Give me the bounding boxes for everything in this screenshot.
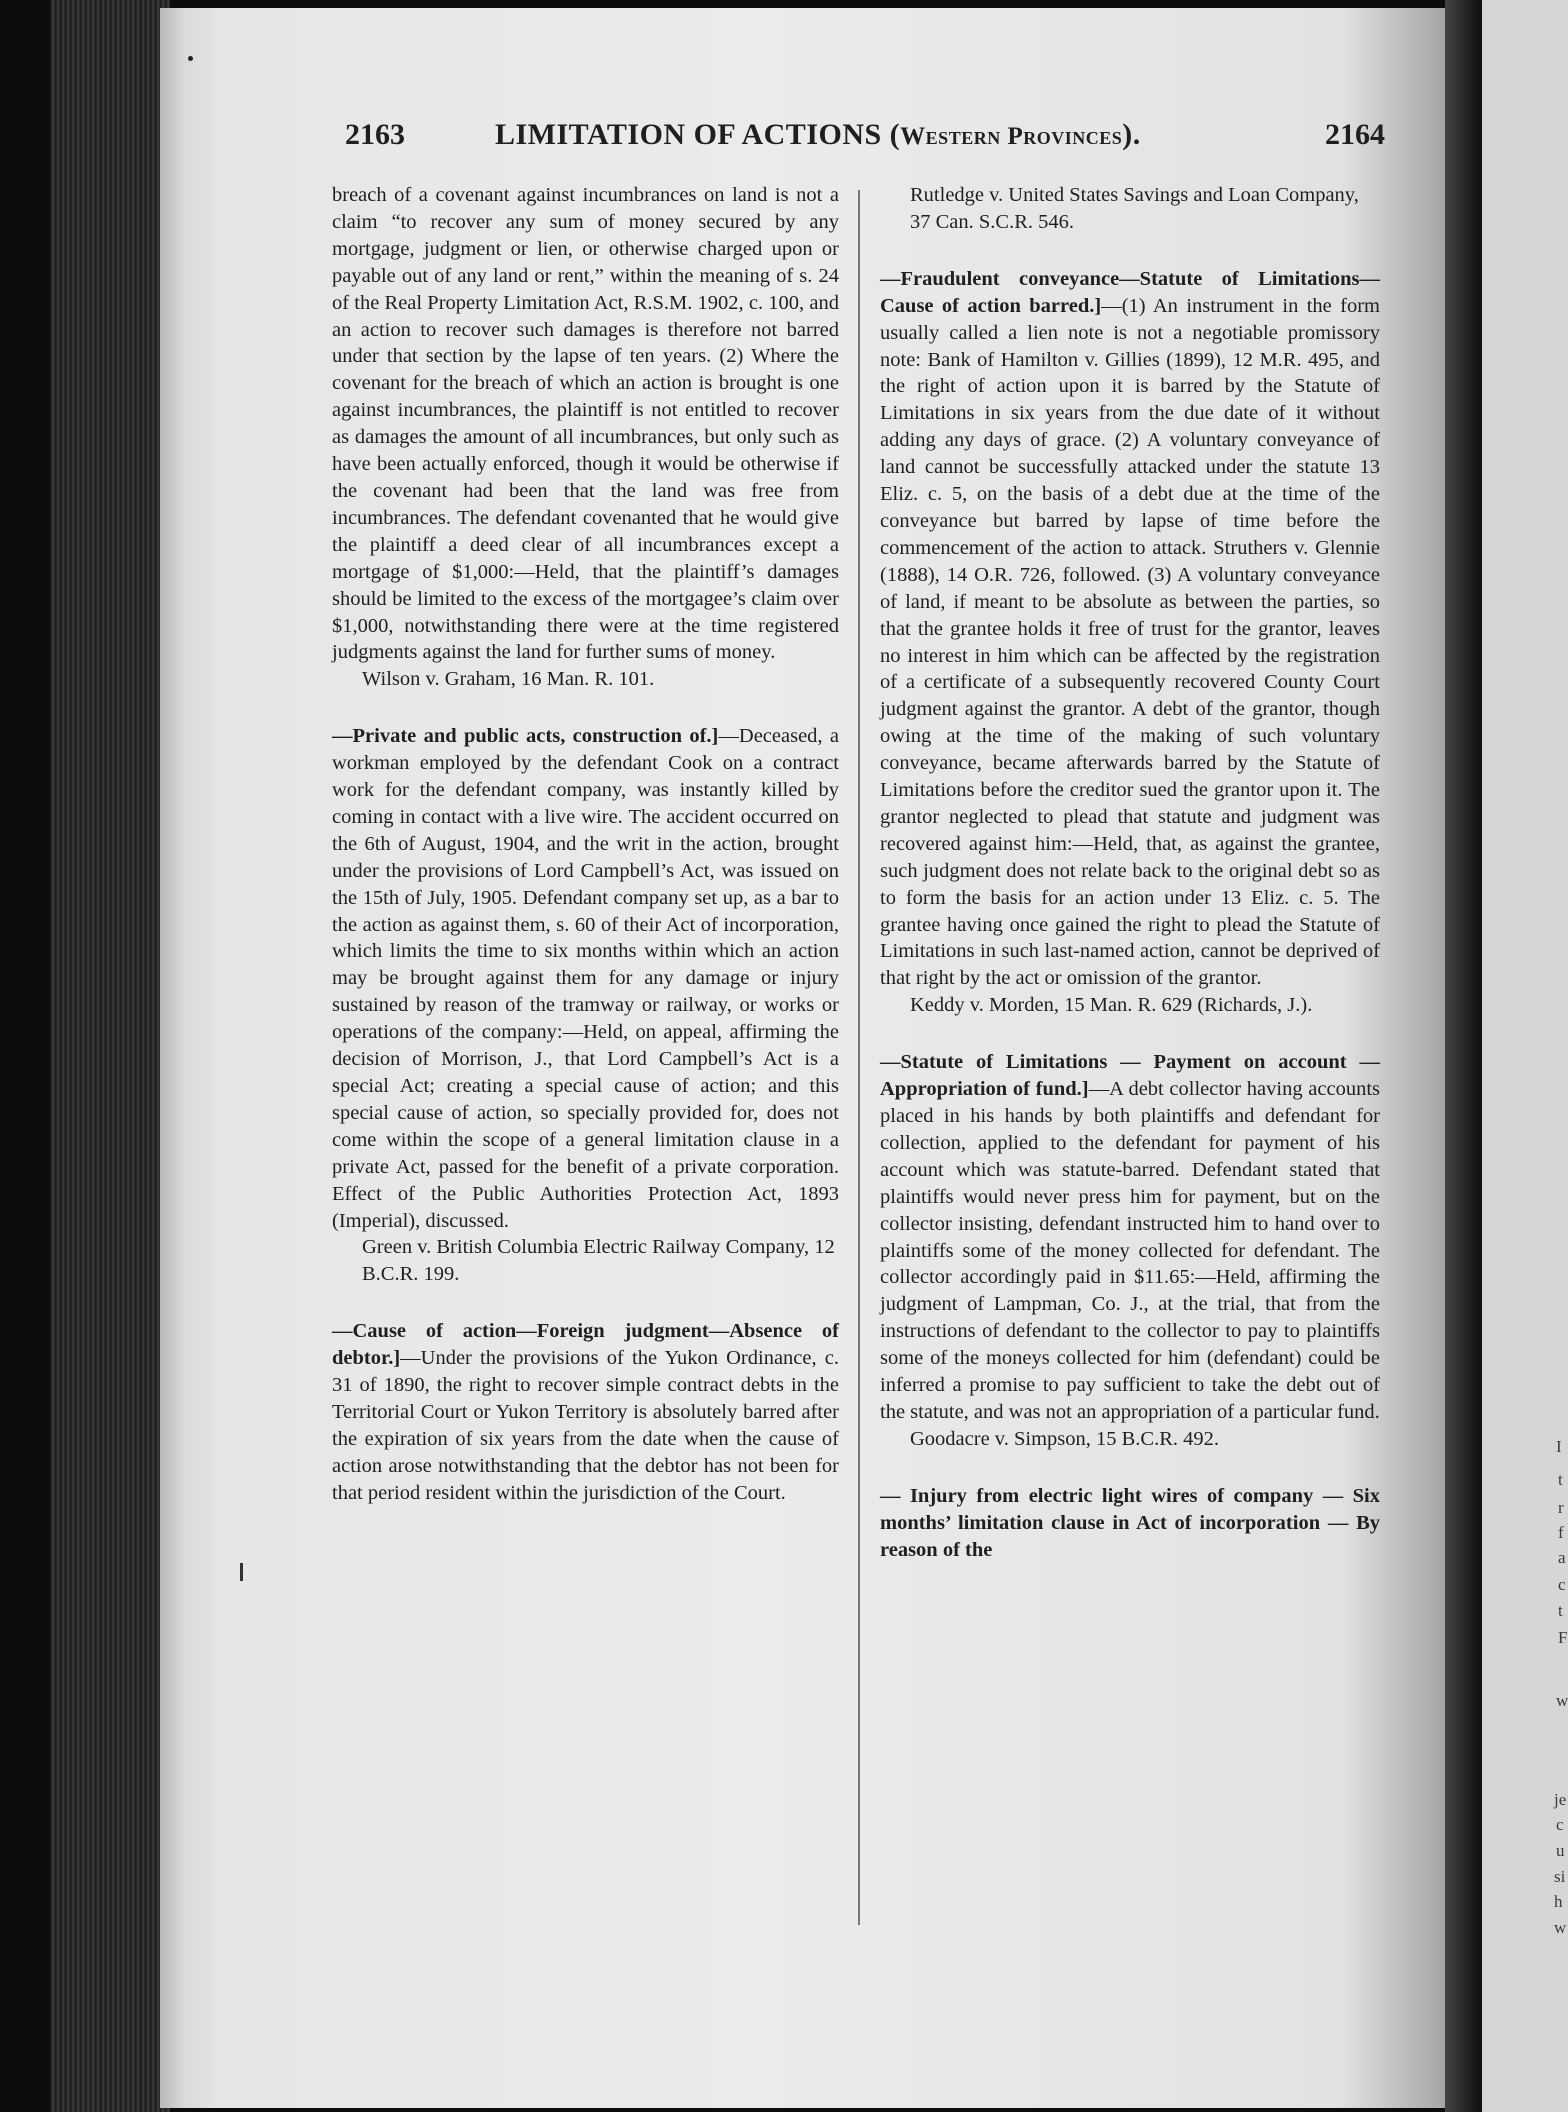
entry-body: —A debt collector having accounts placed in his hands by both plaintiffs and defendant for collection, applied to the defendant for payment of his account which was statute-barred. Defendant stated that plaintiffs would never press him for payment, but on the collector insisting, defendant instructed him to hand over to plaintiffs some of the money collected for defendant. The collector accordingly paid in $11.65:—Held, affirming the judgment of Lampman, Co. J., at the trial, that from the instructions of defendant to the collector to pay to plaintiffs some of the moneys collected for him (defendant) could be inferred a promise to pay sufficient to take the debt out of the statute, and was not an appropriation of a particular fund. bbox=[880, 1078, 1380, 1423]
gutter-shadow bbox=[1445, 0, 1485, 2112]
adjacent-page-fragment: t bbox=[1558, 1601, 1563, 1620]
adjacent-page-fragment: I bbox=[1556, 1437, 1562, 1456]
page-number-right: 2164 bbox=[1325, 118, 1385, 151]
entry-body: —Deceased, a workman employed by the defendant Cook on a contract work for the defendant company, was instantly killed by coming in contact with a live wire. The accident occurred on the 6th of August, 1904, and the writ in the action, brought under the provisions of Lord Campbell’s Act, was issued on the 15th of July, 1905. Defendant company set up, as a bar to the action as against them, s. 60 of their Act of incorporation, which limits the time to six months within which an action may be brought against them for any damage or injury sustained by reason of the tramway or railway, or works or operations of the company:—Held, on appeal, affirming the decision of Morrison, J., that Lord Campbell’s Act is a special Act; creating a special cause of action; and this special cause of action, so specially provided for, does not come within the scope of a general limitation clause in a private Act, passed for the benefit of a private corporation. Effect of the Public Authorities Protection Act, 1893 (Imperial), discussed. bbox=[332, 725, 839, 1232]
column-divider bbox=[858, 190, 860, 1925]
running-header bbox=[345, 118, 1385, 158]
body-paragraph: breach of a covenant against incumbrances on land is not a claim “to recover any sum of money secured by any mortgage, judgment or lien, or otherwise charged upon or payable out of any land or rent,” within the meaning of s. 24 of the Real Property Limitation Act, R.S.M. 1902, c. 100, and an action to recover such damages is therefore not barred under that section by the lapse of ten years. (2) Where the covenant for the breach of which an action is brought is one against incumbrances, the plaintiff is not entitled to recover as damages the amount of all incumbrances, but only such as have been actually enforced, though it would be otherwise if the covenant had been that the land was free from incumbrances. The defendant covenanted that he would give the plaintiff a deed clear of all incumbrances except a mortgage of $1,000:—Held, that the plaintiff’s damages should be limited to the excess of the mortgagee’s claim over $1,000, notwithstanding there were at the time registered judgments against the land for further sums of money. bbox=[332, 184, 839, 664]
entry-body: —Under the provisions of the Yukon Ordinance, c. 31 of 1890, the right to recover simple contract debts in the Territorial Court or Yukon Territory is absolutely barred after the expiration of six years from the date when the cause of action arose notwithstanding that the debtor has not been for that period resident within the jurisdiction of the Court. bbox=[332, 1347, 839, 1504]
case-citation: Keddy v. Morden, 15 Man. R. 629 (Richards, J.). bbox=[910, 994, 1313, 1017]
left-column bbox=[332, 182, 839, 1507]
entry-body: —(1) An instrument in the form usually called a lien note is not a negotiable promissory note: Bank of Hamilton v. Gillies (1899), 12 M.R. 495, and the right of action upon it is barred by the Statute of Limitations in six years from the due date of it without adding any days of grace. (2) A voluntary conveyance of land cannot be successfully attacked under the statute 13 Eliz. c. 5, on the basis of a debt due at the time of the conveyance but barred by lapse of time before the commencement of the action to attack. Struthers v. Glennie (1888), 14 O.R. 726, followed. (3) A voluntary conveyance of land, if meant to be absolute as between the parties, so that the grantee holds it free of trust for the grantor, leaves no interest in him which can be affected by the registration of a certificate of a subsequently recovered County Court judgment against the grantor. A debt of the grantor, though owing at the time of the making of such voluntary conveyance, became afterwards barred by the Statute of Limitations before the creditor sued the grantor upon it. The grantor neglected to plead that statute and judgment was recovered against him:—Held, that, as against the grantee, such judgment does not relate back to the original debt so as to form the basis for an action under 13 Eliz. c. 5. The grantee having once gained the right to plead the Statute of Limitations in such last-named action, cannot be deprived of that right by the act or omission of the grantor. bbox=[880, 294, 1380, 990]
entry-heading: —Statute of Limitations — Payment on account — Appropriation of fund.] bbox=[880, 1051, 1380, 1101]
adjacent-page-fragment: c bbox=[1558, 1575, 1566, 1594]
entry-heading: —Cause of action—Foreign judgment—Absence of debtor.] bbox=[332, 1320, 839, 1370]
entry-paragraph bbox=[880, 1049, 1380, 1426]
entry-paragraph bbox=[332, 1318, 839, 1506]
page-fore-edges bbox=[50, 0, 170, 2112]
speck-mark bbox=[188, 56, 193, 61]
adjacent-page-fragment: w bbox=[1556, 1691, 1568, 1710]
page-number-left: 2163 bbox=[345, 118, 405, 151]
adjacent-page-fragment: w bbox=[1554, 1918, 1567, 1937]
running-title bbox=[495, 118, 1141, 152]
entry-heading: — Injury from electric light wires of company — Six months’ limitation clause in Act of incorporation — By reason of the bbox=[880, 1484, 1380, 1561]
entry-heading: —Private and public acts, construction of.] bbox=[332, 725, 719, 748]
adjacent-page-fragment: F bbox=[1558, 1628, 1568, 1647]
adjacent-page-fragment: h bbox=[1554, 1892, 1563, 1911]
right-column bbox=[880, 182, 1380, 1564]
running-title-main: LIMITATION OF ACTIONS ( bbox=[495, 118, 901, 151]
running-title-smallcaps: Western Provinces bbox=[900, 123, 1123, 150]
case-citation: Wilson v. Graham, 16 Man. R. 101. bbox=[362, 668, 655, 691]
adjacent-page-fragment: f bbox=[1558, 1523, 1564, 1542]
entry-paragraph bbox=[880, 1483, 1380, 1564]
adjacent-page-fragment: c bbox=[1556, 1815, 1564, 1834]
running-title-end: ). bbox=[1122, 118, 1141, 151]
entry-heading: —Fraudulent conveyance—Statute of Limitations—Cause of action barred.] bbox=[880, 267, 1380, 317]
adjacent-page-fragment: u bbox=[1556, 1841, 1565, 1860]
case-citation: Goodacre v. Simpson, 15 B.C.R. 492. bbox=[910, 1427, 1220, 1450]
adjacent-page-fragment: r bbox=[1558, 1498, 1564, 1517]
adjacent-page-fragment: je bbox=[1554, 1790, 1567, 1809]
adjacent-page-fragment: a bbox=[1558, 1548, 1566, 1567]
margin-mark bbox=[240, 1563, 243, 1581]
case-citation: Green v. British Columbia Electric Railway Company, 12 B.C.R. 199. bbox=[362, 1236, 835, 1286]
entry-paragraph bbox=[880, 266, 1380, 992]
adjacent-page-fragment: si bbox=[1554, 1867, 1566, 1886]
adjacent-page-fragment: t bbox=[1558, 1470, 1563, 1489]
case-citation: Rutledge v. United States Savings and Loan Company, 37 Can. S.C.R. 546. bbox=[910, 184, 1359, 233]
entry-paragraph bbox=[332, 723, 839, 1234]
adjacent-page-edge bbox=[1482, 0, 1568, 2112]
